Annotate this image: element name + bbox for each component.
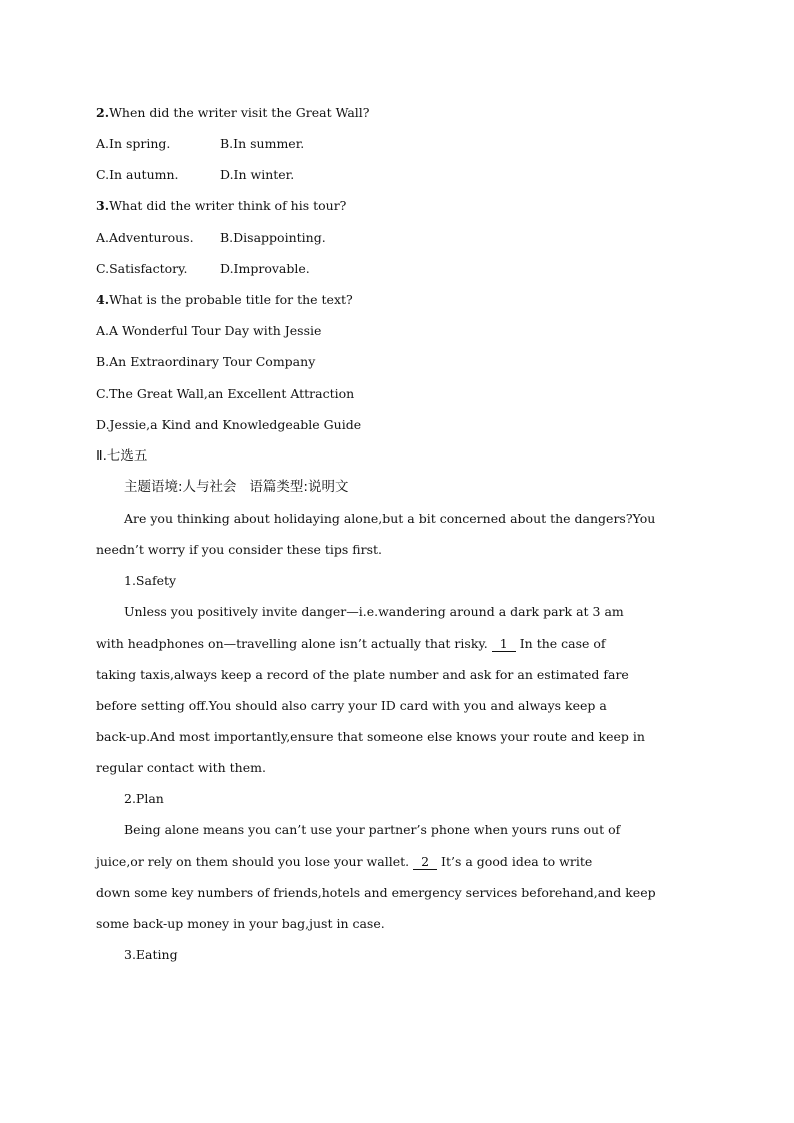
question-text: What did the writer think of his tour? (109, 198, 347, 213)
option-d: D.Improvable. (220, 261, 310, 276)
option-d: D.Jessie,a Kind and Knowledgeable Guide (96, 417, 362, 432)
question-number: 3. (96, 198, 110, 213)
option-b: B.In summer. (220, 136, 305, 151)
option-c: C.Satisfactory. (96, 261, 188, 276)
section-title: Ⅱ.七选五 (96, 448, 148, 464)
passage-heading-safety: 1.Safety (124, 573, 177, 588)
question-4-stem (96, 292, 353, 308)
passage-paragraph-line: back-up.And most importantly,ensure that someone else knows your route and keep in (96, 729, 645, 744)
option-c: C.The Great Wall,an Excellent Attraction (96, 386, 355, 401)
question-number: 2. (96, 105, 110, 120)
passage-text: with headphones on—travelling alone isn’t actually that risky. (96, 636, 488, 651)
option-c: C.In autumn. (96, 167, 179, 182)
question-text: What is the probable title for the text? (109, 292, 353, 307)
passage-heading-eating: 3.Eating (124, 947, 178, 962)
passage-text: It’s a good idea to write (441, 854, 593, 869)
passage-paragraph-line: Unless you positively invite danger—i.e.wandering around a dark park at 3 am (124, 604, 624, 619)
answer-blank-1[interactable]: 1 (492, 637, 516, 652)
passage-paragraph-line: Being alone means you can’t use your partner’s phone when yours runs out of (124, 822, 621, 837)
passage-paragraph-line: taking taxis,always keep a record of the plate number and ask for an estimated fare (96, 667, 629, 682)
option-b: B.An Extraordinary Tour Company (96, 354, 316, 369)
passage-intro-line-1: Are you thinking about holidaying alone,but a bit concerned about the dangers?You (124, 511, 656, 526)
option-d: D.In winter. (220, 167, 295, 182)
question-2-stem (96, 105, 369, 121)
passage-heading-plan: 2.Plan (124, 791, 164, 806)
passage-paragraph-line: down some key numbers of friends,hotels and emergency services beforehand,and keep (96, 885, 656, 900)
passage-text: In the case of (519, 636, 606, 651)
question-text: When did the writer visit the Great Wall? (109, 105, 370, 120)
passage-paragraph-line: regular contact with them. (96, 760, 266, 775)
passage-paragraph-line-with-blank (96, 854, 592, 870)
option-a: A.In spring. (96, 136, 171, 151)
option-a: A.A Wonderful Tour Day with Jessie (96, 323, 322, 338)
question-2-options-row-2 (96, 167, 294, 183)
passage-intro-line-2: needn’t worry if you consider these tips first. (96, 542, 383, 557)
question-3-options-row-2 (96, 261, 310, 277)
question-3-options-row-1 (96, 230, 326, 246)
question-3-stem (96, 198, 346, 214)
answer-blank-2[interactable]: 2 (413, 855, 437, 870)
option-a: A.Adventurous. (96, 230, 194, 245)
section-meta: 主题语境:人与社会 语篇类型:说明文 (124, 479, 349, 495)
passage-paragraph-line: some back-up money in your bag,just in case. (96, 916, 385, 931)
passage-paragraph-line: before setting off.You should also carry your ID card with you and always keep a (96, 698, 607, 713)
passage-paragraph-line-with-blank (96, 636, 606, 652)
passage-text: juice,or rely on them should you lose your wallet. (96, 854, 410, 869)
option-b: B.Disappointing. (220, 230, 326, 245)
question-number: 4. (96, 292, 110, 307)
question-2-options-row-1 (96, 136, 304, 152)
